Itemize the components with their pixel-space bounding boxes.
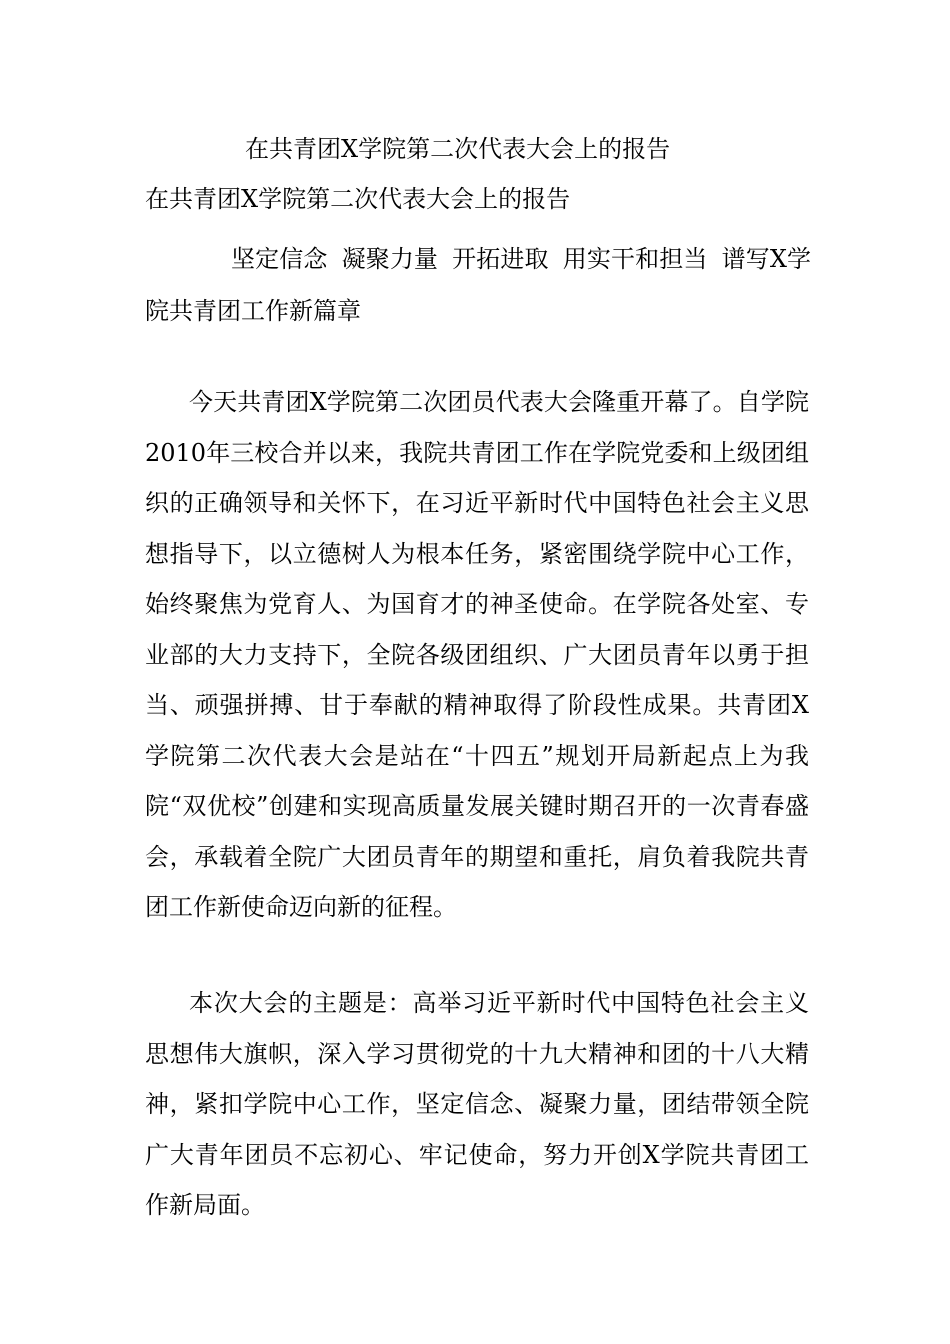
document-title: 在共青团X学院第二次代表大会上的报告 — [245, 135, 671, 163]
subtitle-part: 坚定信念 — [231, 245, 328, 273]
document-title-repeat: 在共青团X学院第二次代表大会上的报告 — [145, 185, 571, 213]
document-subtitle — [145, 233, 811, 337]
subtitle-part: 用实干和担当 — [562, 245, 708, 273]
subtitle-part: 谱写X学院共青团工作新篇章 — [145, 245, 812, 325]
subtitle-part: 开拓进取 — [452, 245, 549, 273]
subtitle-part: 凝聚力量 — [341, 245, 439, 273]
body-paragraph: 本次大会的主题是：高举习近平新时代中国特色社会主义思想伟大旗帜，深入学习贯彻党的十九大精神和团的十八大精神，紧扣学院中心工作，坚定信念、凝聚力量，团结带领全院广大青年团员不忘初心、牢记使命，努力开创X学院共青团工作新局面。 — [145, 989, 809, 1219]
body-paragraph: 今天共青团X学院第二次团员代表大会隆重开幕了。自学院2010年三校合并以来，我院共青团工作在学院党委和上级团组织的正确领导和关怀下，在习近平新时代中国特色社会主义思想指导下，以立德树人为根本任务，紧密围绕学院中心工作，始终聚焦为党育人、为国育才的神圣使命。在学院各处室、专业部的大力支持下，全院各级团组织、广大团员青年以勇于担当、顽强拼搏、甘于奉献的精神取得了阶段性成果。共青团X学院第二次代表大会是站在“十四五”规划开局新起点上为我院“双优校”创建和实现高质量发展关键时期召开的一次青春盛会，承载着全院广大团员青年的期望和重托，肩负着我院共青团工作新使命迈向新的征程。 — [145, 388, 809, 921]
